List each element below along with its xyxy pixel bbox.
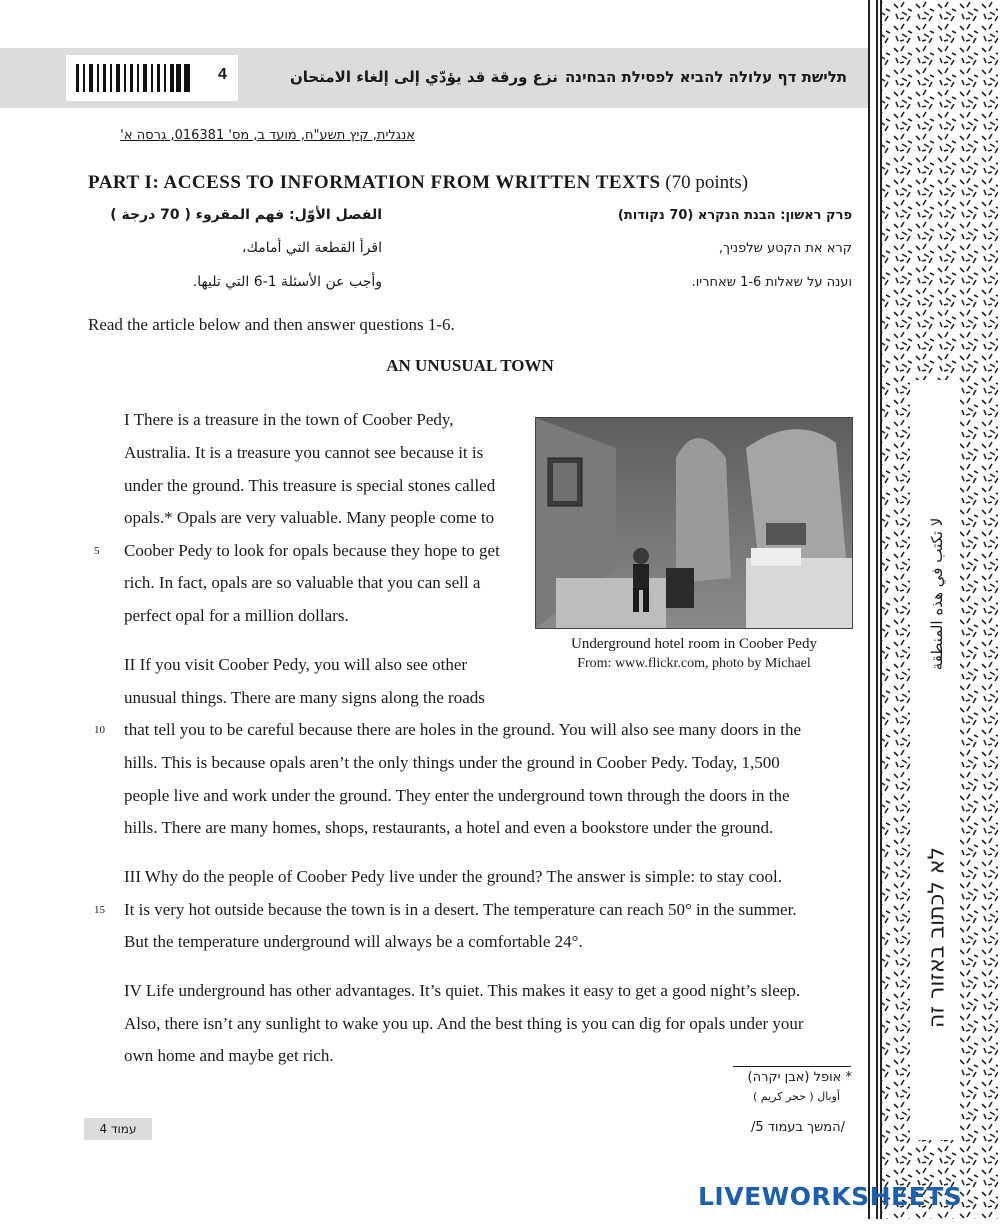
article-line: It is very hot outside because the town is in a desert. The temperature can reach 50° in the summer. bbox=[124, 900, 797, 919]
article-line: III Why do the people of Coober Pedy live under the ground? The answer is simple: to stay cool. bbox=[124, 867, 782, 886]
warning-hebrew: תלישת דף עלולה להביא לפסילת הבחינה bbox=[565, 68, 848, 86]
article-title: AN UNUSUAL TOWN bbox=[386, 356, 554, 375]
article-line: perfect opal for a million dollars. bbox=[124, 606, 349, 625]
hotel-room-photo bbox=[535, 417, 853, 629]
article-line: Coober Pedy to look for opals because they hope to get bbox=[124, 541, 500, 560]
footnote-arabic: أوبال ( حجر كريم ) bbox=[752, 1090, 840, 1103]
article-line: opals.* Opals are very valuable. Many people come to bbox=[124, 508, 495, 527]
article-line: Also, there isn’t any sunlight to wake you up. And the best thing is you can dig for opals under your bbox=[124, 1014, 804, 1033]
margin-note-arabic: لا تكتب في هذه المنطقة bbox=[928, 517, 946, 671]
line-number: 10 bbox=[94, 724, 105, 736]
page-number: 4 bbox=[218, 66, 227, 83]
line-number: 15 bbox=[94, 904, 105, 916]
article-line: unusual things. There are many signs along the roads bbox=[124, 688, 485, 707]
margin-note-box bbox=[922, 760, 952, 1120]
continued-note: /המשך בעמוד 5/ bbox=[751, 1120, 845, 1135]
article-line: rich. In fact, opals are so valuable that you can sell a bbox=[124, 573, 481, 592]
photo-credit: From: www.flickr.com, photo by Michael bbox=[577, 656, 811, 671]
footnote-hebrew: * אופל (אבן יקרה) bbox=[747, 1070, 852, 1085]
instruction: Read the article below and then answer questions 1-6. bbox=[88, 315, 455, 334]
part-title-text: PART I: ACCESS TO INFORMATION FROM WRITTEN TEXTS bbox=[88, 172, 661, 193]
article-line: II If you visit Coober Pedy, you will also see other bbox=[124, 655, 468, 674]
margin-note-arabic-box bbox=[922, 420, 952, 780]
article-line: I There is a treasure in the town of Coober Pedy, bbox=[124, 410, 454, 429]
arabic-part-title: الفصل الأوّل: فهم المقروء ( 70 درجة ) bbox=[110, 207, 382, 223]
article-line: that tell you to be careful because there are holes in the ground. You will also see many doors in the bbox=[124, 720, 801, 739]
article-line: under the ground. This treasure is special stones called bbox=[124, 476, 496, 495]
part-title bbox=[88, 172, 748, 194]
arabic-instruction-1: اقرأ القطعة التي أمامك، bbox=[241, 240, 382, 256]
hebrew-part-title: פרק ראשון: הבנת הנקרא (70 נקודות) bbox=[617, 208, 852, 223]
part-points: (70 points) bbox=[665, 172, 749, 193]
article-line: IV Life underground has other advantages. It’s quiet. This makes it easy to get a good night’s sleep. bbox=[124, 981, 801, 1000]
margin-note: לא לכתוב באזור זה bbox=[924, 847, 950, 1028]
article-line: hills. This is because opals aren’t the only things under the ground in Coober Pedy. Today, 1,500 bbox=[124, 753, 780, 772]
warning-arabic: نزع ورقة قد يؤدّي إلى إلغاء الامتحان bbox=[290, 68, 558, 86]
hebrew-instruction-2: וענה על שאלות 1-6 שאחריו. bbox=[691, 275, 852, 290]
page-label: עמוד 4 bbox=[84, 1118, 152, 1140]
article-line: people live and work under the ground. They enter the underground town through the doors in the bbox=[124, 786, 790, 805]
arabic-instruction-2: وأجب عن الأسئلة 1-6 التي تليها. bbox=[192, 274, 382, 290]
photo-caption: Underground hotel room in Coober Pedy bbox=[571, 636, 817, 652]
barcode-icon bbox=[76, 64, 192, 92]
no-write-margin bbox=[868, 0, 1000, 1219]
liveworksheets-logo[interactable]: LIVEWORKSHEETS bbox=[698, 1182, 963, 1211]
article-line: But the temperature underground will always be a comfortable 24°. bbox=[124, 932, 583, 951]
footnote-divider bbox=[733, 1066, 851, 1067]
hebrew-instruction-1: קרא את הקטע שלפניך, bbox=[718, 241, 852, 256]
article-line: own home and maybe get rich. bbox=[124, 1046, 334, 1065]
line-number: 5 bbox=[94, 545, 100, 557]
exam-info: אנגלית, קיץ תשע"ח, מועד ב, מס' 016381, גרסה א' bbox=[120, 128, 415, 143]
article-line: Australia. It is a treasure you cannot see because it is bbox=[124, 443, 484, 462]
article-line: hills. There are many homes, shops, restaurants, a hotel and even a bookstore under the ground. bbox=[124, 818, 774, 837]
